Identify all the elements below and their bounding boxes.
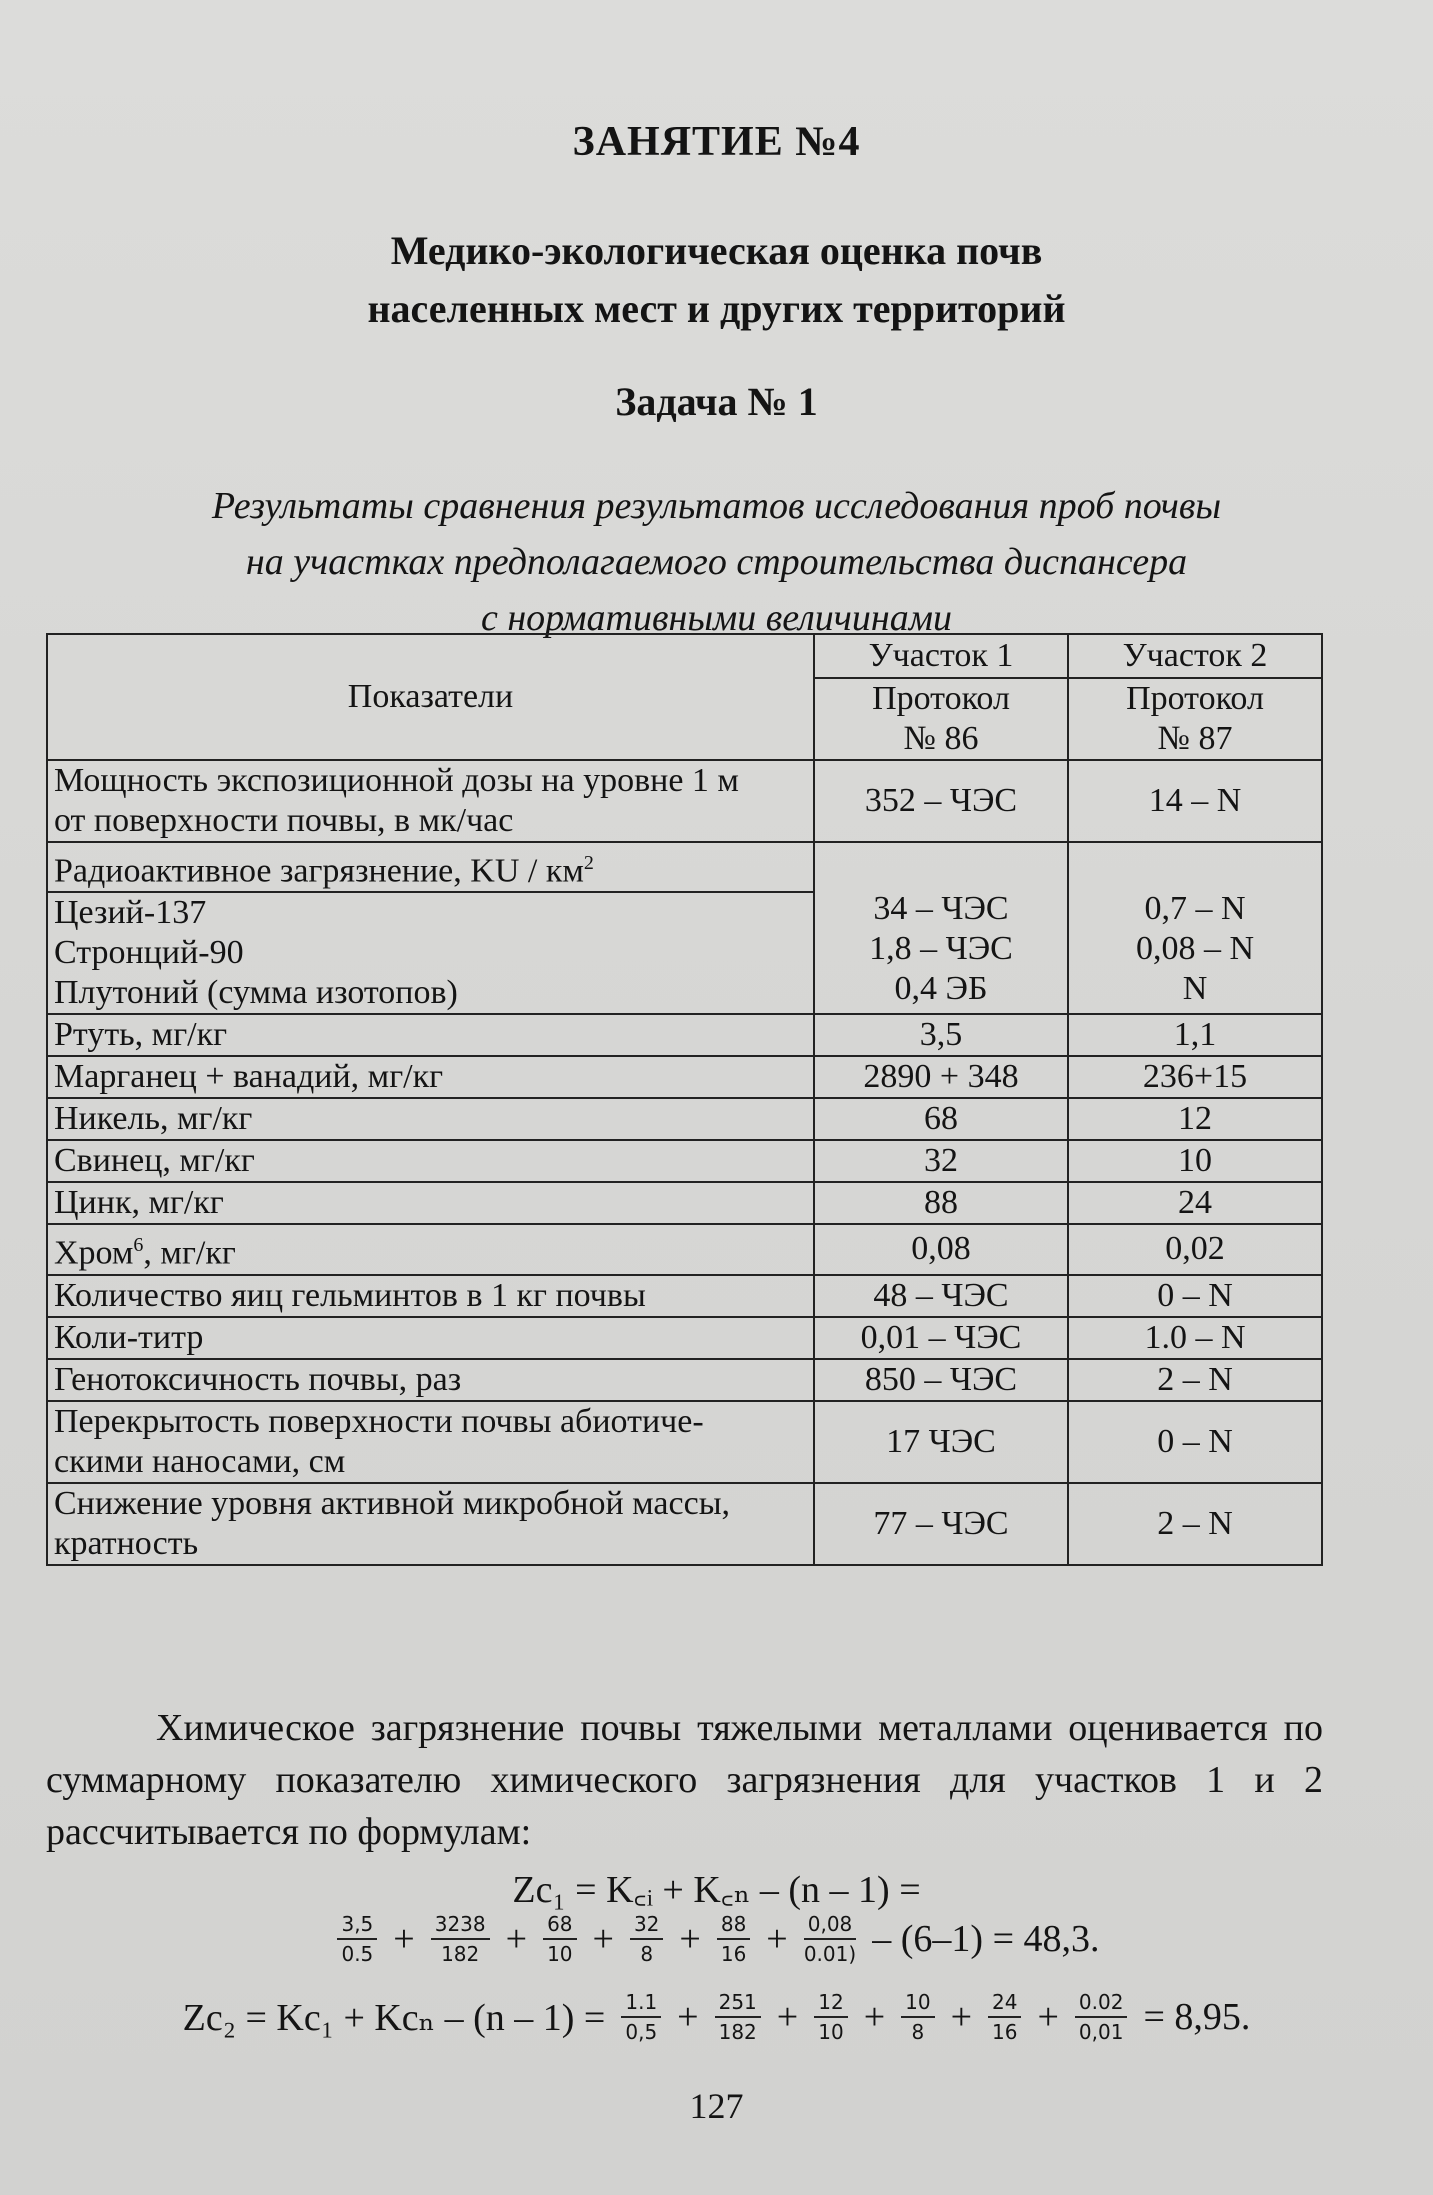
row-value-site-2: 2 – N [1068,1483,1322,1565]
header-protocol-number-2: № 87 [1068,719,1322,760]
table-row [47,1483,1322,1565]
value-strontium-site-2: 0,08 – N [1135,930,1255,968]
formula-head: Zc₂ = Kc₁ + Kcₙ – (n – 1) = [182,1996,606,2039]
formula-zc1-expansion [0,1912,1433,1966]
row-indicator: Коли-титр [47,1317,814,1359]
indicator-line: кратность [54,1524,199,1562]
value-plutonium-site-2: N [1182,970,1208,1008]
row-indicator: Никель, мг/кг [47,1098,814,1140]
fraction: $\frac{24}{16}$ [988,1990,1021,2044]
fraction: $\frac{32}{8}$ [630,1912,663,1966]
row-value-site-2: 2 – N [1068,1359,1322,1401]
row-value-site-1: 48 – ЧЭС [814,1275,1068,1317]
plus-sign: + [592,1918,614,1960]
row-value-site-2: 0 – N [1068,1401,1322,1483]
formula-tail: – (6–1) = 48,3. [872,1918,1100,1960]
formula-zc1: Zc₁ = K꜀ᵢ + K꜀ₙ – (n – 1) = [512,1869,921,1911]
header-site-1: Участок 1 [814,634,1068,678]
header-protocol-2: Протокол [1068,678,1322,719]
paragraph-text: Химическое загрязнение почвы тяжелыми металлами оценивается по суммарному показателю химического загрязнения для участков 1 и 2 рассчитывается по формулам: [46,1707,1323,1853]
formula-tail: = 8,95. [1143,1996,1251,2038]
value-plutonium-site-1: 0,4 ЭБ [894,970,988,1008]
plus-sign: + [776,1996,799,2038]
fraction: $\frac{88}{16}$ [717,1912,750,1966]
table-row [47,1182,1322,1224]
row-indicator: Количество яиц гельминтов в 1 кг почвы [47,1275,814,1317]
row-value-site-1: 77 – ЧЭС [814,1483,1068,1565]
row-indicator: Цинк, мг/кг [47,1182,814,1224]
subtitle-line: Медико-экологическая оценка почв [390,228,1043,273]
table-caption [0,478,1433,646]
table-header-row [47,634,1322,678]
table-row [47,1224,1322,1274]
fraction: $\frac{3,5}{0.5}$ [337,1912,377,1966]
row-value-site-1: 17 ЧЭС [814,1401,1068,1483]
indicator-line: Мощность экспозиционной дозы на уровне 1 м [54,762,739,799]
indicator-text: Хром [54,1234,134,1272]
row-indicator: Свинец, мг/кг [47,1140,814,1182]
table-row [47,760,1322,842]
plus-sign: + [863,1996,886,2038]
row-value-site-2: 1,1 [1068,1014,1322,1056]
row-value-site-1: 68 [814,1098,1068,1140]
subtitle-line: населенных мест и других территорий [367,286,1066,331]
row-value-site-2-radio [1068,842,1322,1014]
table-row [47,1401,1322,1483]
row-indicator [47,760,814,842]
row-value-site-1-radio [814,842,1068,1014]
row-value-site-1: 352 – ЧЭС [814,760,1068,842]
row-indicator: Генотоксичность почвы, раз [47,1359,814,1401]
row-indicator [47,1483,814,1565]
row-indicator [47,1401,814,1483]
row-value-site-2: 1.0 – N [1068,1317,1322,1359]
row-value-site-2: 24 [1068,1182,1322,1224]
table-row [47,1359,1322,1401]
plus-sign: + [766,1918,788,1960]
indicator-line: скими наносами, см [54,1442,346,1480]
table-row [47,1014,1322,1056]
row-value-site-1: 2890 + 348 [814,1056,1068,1098]
superscript: 6 [133,1234,144,1257]
task-heading: Задача № 1 [615,379,818,424]
table-row [47,1098,1322,1140]
row-value-site-2: 0 – N [1068,1275,1322,1317]
row-value-site-2: 236+15 [1068,1056,1322,1098]
plus-sign: + [677,1996,699,2038]
fraction: $\frac{68}{10}$ [543,1912,576,1966]
fraction: $\frac{3238}{182}$ [431,1912,490,1966]
table-row [47,1140,1322,1182]
fraction: $\frac{251}{182}$ [715,1990,761,2044]
plus-sign: + [679,1918,701,1960]
page-number: 127 [689,2086,744,2126]
row-indicator [47,842,814,892]
table-row [47,1056,1322,1098]
caption-line: с нормативными величинами [480,597,953,639]
row-value-site-1: 850 – ЧЭС [814,1359,1068,1401]
plus-sign: + [1037,1996,1059,2038]
table-row [47,1317,1322,1359]
row-value-site-1: 3,5 [814,1014,1068,1056]
header-site-2: Участок 2 [1068,634,1322,678]
lesson-title: ЗАНЯТИЕ №4 [572,119,861,165]
fraction: $\frac{10}{8}$ [901,1990,934,2044]
body-paragraph [46,1702,1323,1858]
table-row [47,842,1322,892]
superscript: 2 [583,852,594,874]
indicator-line: Перекрытость поверхности почвы абиотиче- [54,1402,704,1440]
row-value-site-2: 0,02 [1068,1224,1322,1274]
row-indicator: Стронций-90 [47,933,814,973]
indicator-text: , мг/кг [143,1234,236,1272]
value-strontium-site-1: 1,8 – ЧЭС [869,930,1013,968]
lesson-subtitle [0,222,1433,338]
fraction: $\frac{0.02}{0,01}$ [1075,1990,1128,2044]
row-value-site-2: 10 [1068,1140,1322,1182]
row-value-site-1: 0,01 – ЧЭС [814,1317,1068,1359]
formula-zc2 [0,1990,1433,2044]
row-indicator: Ртуть, мг/кг [47,1014,814,1056]
fraction: $\frac{1.1}{0,5}$ [621,1990,661,2044]
plus-sign: + [393,1918,415,1960]
plus-sign: + [950,1996,973,2038]
row-indicator: Цезий-137 [47,892,814,933]
header-indicators: Показатели [47,634,814,760]
value-cesium-site-2: 0,7 – N [1144,890,1246,928]
indicator-line: от поверхности почвы, в мк/час [54,802,514,839]
row-value-site-2: 14 – N [1068,760,1322,842]
fraction: $\frac{0,08}{0.01)}$ [803,1912,857,1966]
row-value-site-1: 0,08 [814,1224,1068,1274]
row-value-site-1: 32 [814,1140,1068,1182]
results-table [46,633,1323,1566]
row-indicator: Плутоний (сумма изотопов) [47,973,814,1014]
header-protocol-number-1: № 86 [814,719,1068,760]
row-value-site-2: 12 [1068,1098,1322,1140]
row-value-site-1: 88 [814,1182,1068,1224]
caption-line: Результаты сравнения результатов исследования проб почвы [211,485,1222,527]
table-row [47,1275,1322,1317]
row-indicator: Марганец + ванадий, мг/кг [47,1056,814,1098]
header-protocol-1: Протокол [814,678,1068,719]
row-indicator [47,1224,814,1274]
value-cesium-site-1: 34 – ЧЭС [873,890,1009,928]
indicator-text: Радиоактивное загрязнение, KU / км [54,852,584,890]
plus-sign: + [505,1918,528,1960]
fraction: $\frac{12}{10}$ [814,1990,847,2044]
indicator-line: Снижение уровня активной микробной массы, [54,1484,731,1522]
caption-line: на участках предполагаемого строительства диспансера [245,541,1188,583]
